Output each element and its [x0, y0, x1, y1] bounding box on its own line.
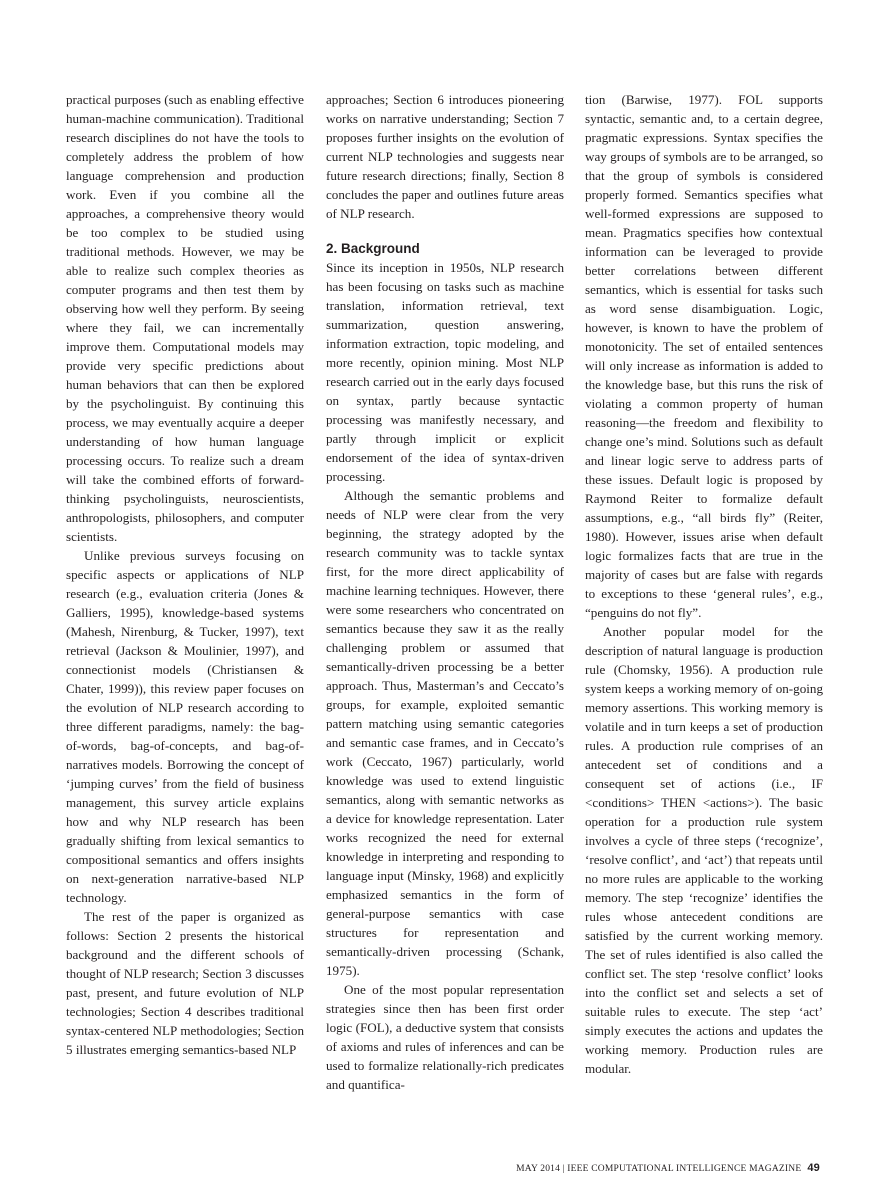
paragraph: tion (Barwise, 1977). FOL supports syntactic, semantic and, to a certain degree, pragmatic expressions. Syntax specifies the way groups of symbols are to be arranged, so that the group of symbols is considered properly formed. Semantics specifies what well-formed expressions are supposed to mean. Pragmatics specifies how contextual information can be leveraged to provide better correlations between different semantics, which is essential for tasks such as word sense disambiguation. Logic, however, is known to have the problem of monotonicity. The set of entailed sentences will only increase as information is added to the knowledge base, but this runs the risk of violating a common property of human reasoning—the freedom and flexibility to change one’s mind. Solutions such as default and linear logic serve to address parts of these issues. Default logic is proposed by Raymond Reiter to formalize default assumptions, e.g., “all birds fly” (Reiter, 1980). However, issues arise when default logic formalizes facts that are true in the majority of cases but are false with regards to exceptions to these ‘general rules’, e.g., “penguins do not fly”.: [585, 92, 823, 620]
paragraph: One of the most popular representation strategies since then has been first order logic (FOL), a deductive system that consists of axioms and rules of inferences and can be used to formalize relationally-rich predicates and quantifica-: [326, 982, 564, 1092]
page-footer: [516, 1162, 820, 1174]
paragraph: practical purposes (such as enabling effective human-machine communication). Traditional research disciplines do not have the tools to completely address the problem of how language comprehension and production work. Even if you combine all the approaches, a comprehensive theory would be too complex to be studied using traditional methods. However, we may be able to realize such complex theories as computer programs and then test them by observing how well they perform. By seeing where they fail, we can incrementally improve them. Computational models may provide very specific predictions about human behaviors that can then be explored by the psycholinguist. By continuing this process, we may eventually acquire a deeper understanding of how human language processing occurs. To realize such a dream will take the combined efforts of forward-thinking psycholinguists, neuroscientists, anthropologists, philosophers, and computer scientists.: [66, 92, 304, 544]
section-heading: 2. Background: [326, 241, 420, 256]
page-number: 49: [807, 1162, 820, 1174]
text-column-2: [326, 90, 564, 1094]
paragraph: Unlike previous surveys focusing on specific aspects or applications of NLP research (e.g., evaluation criteria (Jones & Galliers, 1995), knowledge-based systems (Mahesh, Nirenburg, & Tucker, 1997), text retrieval (Jackson & Moulinier, 1997), and connectionist models (Christiansen & Chater, 1999)), this review paper focuses on the evolution of NLP research according to three different paradigms, namely: the bag-of-words, bag-of-concepts, and bag-of-narratives models. Borrowing the concept of ‘jumping curves’ from the field of business management, this survey article explains how and why NLP research has been gradually shifting from lexical semantics to compositional semantics and offers insights on next-generation narrative-based NLP technology.: [66, 548, 304, 905]
paragraph: approaches; Section 6 introduces pioneering works on narrative understanding; Section 7 proposes further insights on the evolution of current NLP technologies and suggests near future research directions; finally, Section 8 concludes the paper and outlines future areas of NLP research.: [326, 92, 564, 221]
paragraph: The rest of the paper is organized as follows: Section 2 presents the historical background and the different schools of thought of NLP research; Section 3 discusses past, present, and future evolution of NLP technologies; Section 4 describes traditional syntax-centered NLP methodologies; Section 5 illustrates emerging semantics-based NLP: [66, 909, 304, 1057]
paragraph: Since its inception in 1950s, NLP research has been focusing on tasks such as machine translation, information retrieval, text summarization, question answering, information extraction, topic modeling, and more recently, opinion mining. Most NLP research carried out in the early days focused on syntax, partly because syntactic processing was manifestly necessary, and partly through implicit or explicit endorsement of the idea of syntax-driven processing.: [326, 260, 564, 484]
paragraph: Another popular model for the description of natural language is production rule (Chomsky, 1956). A production rule system keeps a working memory of on-going memory assertions. This working memory is volatile and in turn keeps a set of production rules. A production rule comprises of an antecedent set of conditions and a consequent set of actions (i.e., IF <conditions> THEN <actions>). The basic operation for a production rule system involves a cycle of three steps (‘recognize’, ‘resolve conflict’, and ‘act’) that repeats until no more rules are applicable to the working memory. The step ‘recognize’ identifies the rules whose antecedent conditions are satisfied by the current working memory. The set of rules identified is also called the conflict set. The step ‘resolve conflict’ looks into the conflict set and selects a set of suitable rules to execute. The step ‘act’ simply executes the actions and updates the working memory. Production rules are modular.: [585, 624, 823, 1076]
text-column-3: [585, 90, 823, 1078]
text-column-1: [66, 90, 304, 1059]
running-head: MAY 2014 | IEEE COMPUTATIONAL INTELLIGENCE MAGAZINE: [516, 1164, 802, 1174]
paragraph: Although the semantic problems and needs of NLP were clear from the very beginning, the strategy adopted by the research community was to tackle syntax first, for the more direct applicability of machine learning techniques. However, there were some researchers who concentrated on semantics because they saw it as the really challenging problem or assumed that semantically-driven processing be a better approach. Thus, Masterman’s and Ceccato’s groups, for example, exploited semantic pattern matching using semantic categories and semantic case frames, and in Ceccato’s work (Ceccato, 1967) particularly, world knowledge was used to extend linguistic semantics, along with semantic networks as a device for knowledge representation. Later works recognized the need for external knowledge in interpreting and responding to language input (Minsky, 1968) and explicitly emphasized semantics in the form of general-purpose semantics with case structures for representation and semantically-driven processing (Schank, 1975).: [326, 488, 564, 978]
